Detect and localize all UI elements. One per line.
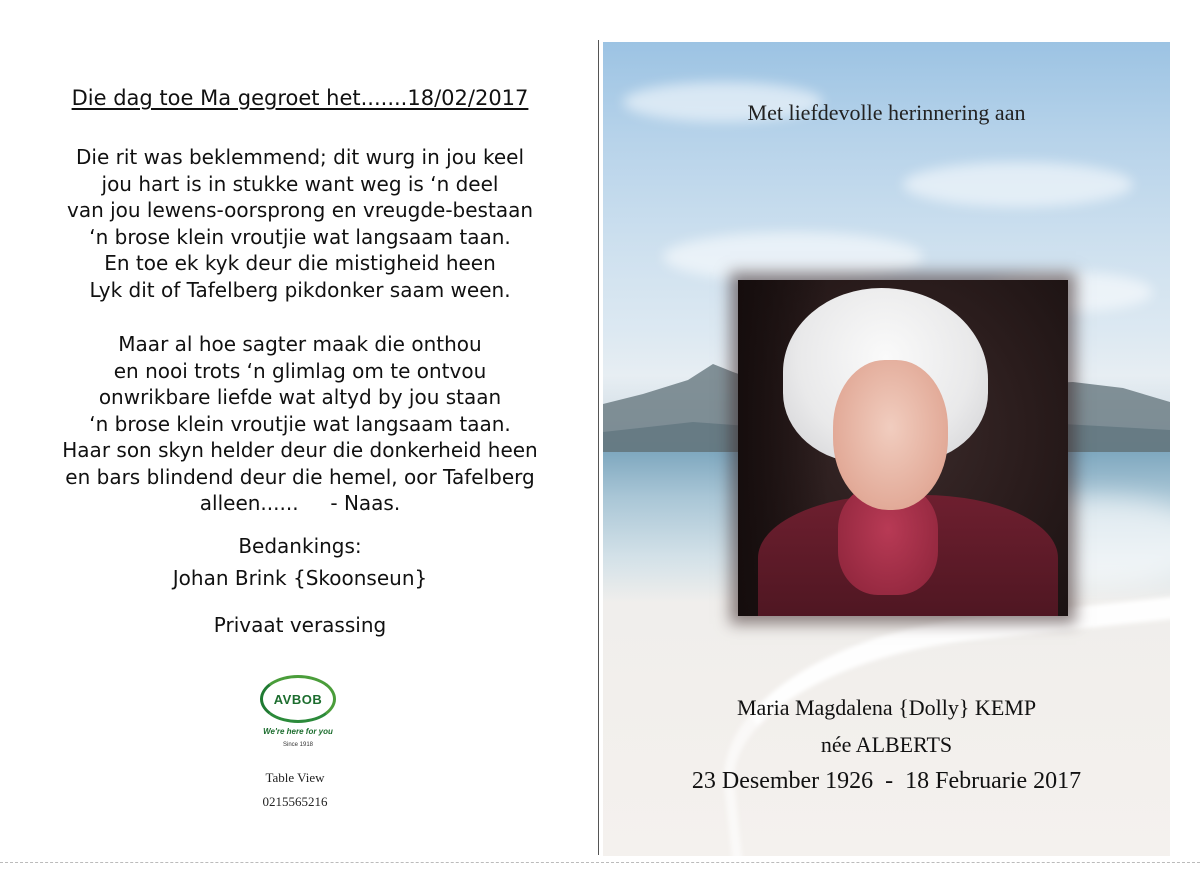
- poem-line: Haar son skyn helder deur die donkerheid heen: [62, 438, 538, 462]
- life-dates: 23 Desember 1926 - 18 Februarie 2017: [691, 768, 1082, 794]
- thanks-name: Johan Brink {Skoonseun}: [172, 566, 428, 590]
- poem-line: ‘n brose klein vroutjie wat langsaam taan.: [89, 224, 511, 249]
- poem-line: En toe ek kyk deur die mistigheid heen: [104, 251, 496, 275]
- left-panel: [0, 0, 598, 873]
- thanks-title: Bedankings:: [238, 534, 362, 558]
- cloud: [903, 162, 1133, 207]
- logo-mark: AVBOB: [260, 675, 336, 723]
- cloud: [663, 232, 923, 282]
- avbob-logo: [248, 675, 348, 748]
- poem-line: onwrikbare liefde wat altyd by jou staan: [98, 385, 502, 409]
- memorial-card: [603, 42, 1170, 856]
- poem-line: van jou lewens-oorsprong en vreugde-bestaan: [66, 198, 533, 222]
- poem-stanza-2: [0, 331, 600, 517]
- poem-title: Die dag toe Ma gegroet het.......18/02/2017: [71, 86, 529, 110]
- fold-line: [598, 40, 599, 855]
- poem-line: jou hart is in stukke want weg is ‘n deel: [101, 171, 499, 196]
- poem-line: alleen...... - Naas.: [199, 491, 401, 515]
- portrait-face: [833, 360, 948, 510]
- maiden-name: née ALBERTS: [820, 732, 953, 757]
- poem-line: Lyk dit of Tafelberg pikdonker saam ween.: [89, 277, 511, 302]
- scan-edge: [0, 862, 1200, 865]
- service-note: Privaat verassing: [213, 613, 387, 637]
- poem-line: en nooi trots ‘n glimlag om te ontvou: [113, 358, 487, 383]
- wave: [710, 590, 1170, 856]
- logo-tagline: We're here for you: [263, 727, 333, 736]
- memory-heading: Met liefdevolle herinnering aan: [747, 100, 1026, 125]
- poem-line: en bars blindend deur die hemel, oor Tafelberg: [65, 464, 535, 489]
- branch-phone: 0215565216: [262, 794, 328, 809]
- branch-name: Table View: [265, 770, 325, 785]
- poem-stanza-1: [0, 144, 600, 303]
- poem-line: Die rit was beklemmend; dit wurg in jou keel: [75, 145, 525, 169]
- poem-line: Maar al hoe sagter maak die onthou: [118, 332, 482, 356]
- logo-since: Since 1918: [282, 742, 314, 748]
- portrait-photo: [738, 280, 1068, 616]
- deceased-name: Maria Magdalena {Dolly} KEMP: [736, 695, 1037, 720]
- poem-line: ‘n brose klein vroutjie wat langsaam taan.: [89, 411, 511, 436]
